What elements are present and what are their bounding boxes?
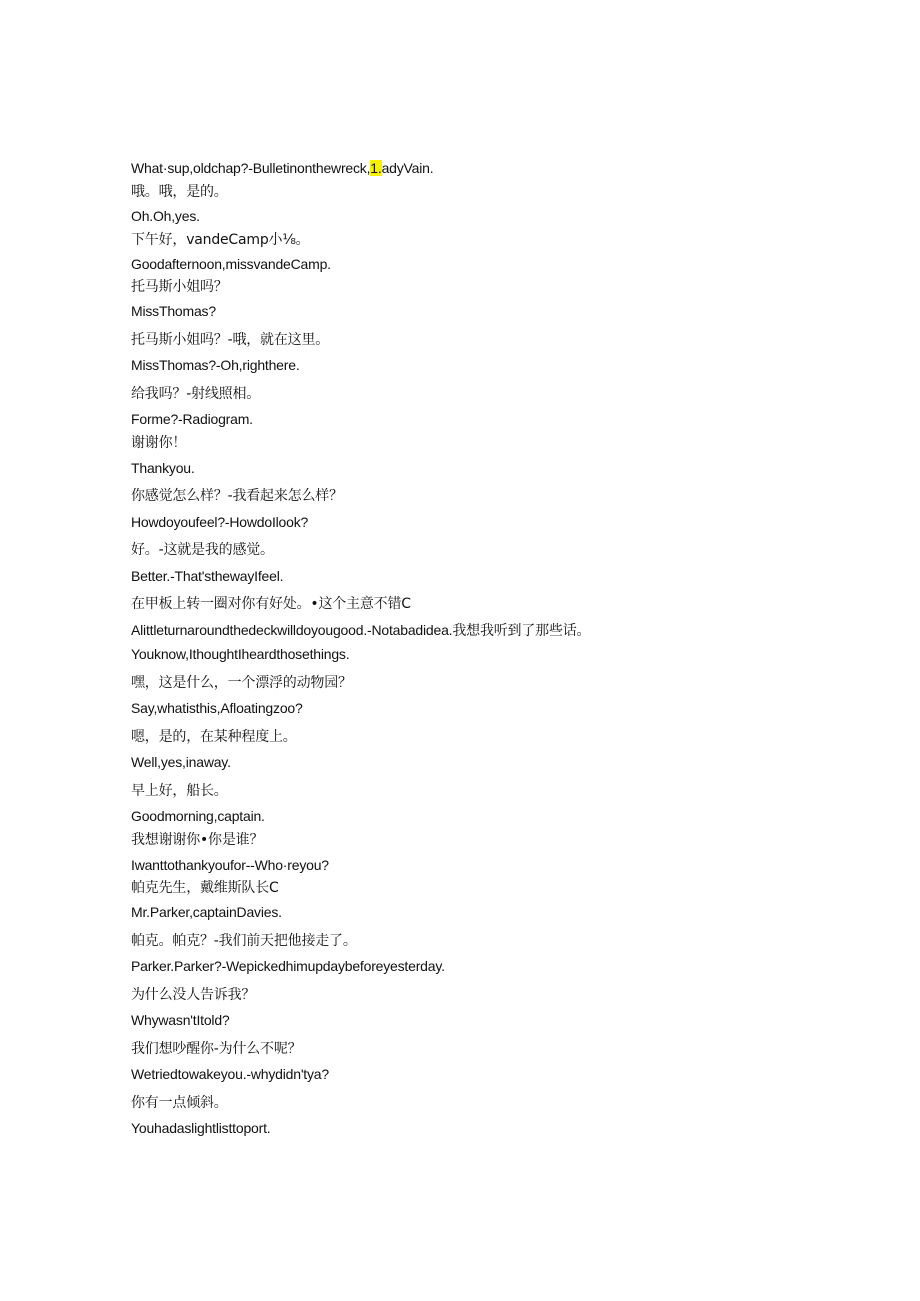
subtitle-line-17: 在甲板上转一圈对你有好处。•这个主意不错C xyxy=(131,596,411,612)
subtitle-line-11: 谢谢你！ xyxy=(131,435,187,451)
subtitle-line-33: Whywasn'tItold? xyxy=(131,1012,230,1028)
subtitle-line-8: MissThomas?-Oh,righthere. xyxy=(131,357,300,373)
subtitle-line-36: 你有一点倾斜。 xyxy=(131,1095,228,1111)
subtitle-line-7: 托马斯小姐吗？-哦，就在这里。 xyxy=(131,332,330,348)
subtitle-line-25: Goodmorning,captain. xyxy=(131,808,265,824)
subtitle-line-2: Oh.Oh,yes. xyxy=(131,208,200,224)
subtitle-line-1: 哦。哦，是的。 xyxy=(131,184,228,200)
first-line-highlight: 1. xyxy=(370,160,382,176)
subtitle-line-12: Thankyou. xyxy=(131,460,195,476)
subtitle-line-37: Youhadaslightlisttoport. xyxy=(131,1120,271,1136)
subtitle-line-4: Goodafternoon,missvandeCamp. xyxy=(131,256,331,272)
first-line-before: What·sup,oldchap?-Bulletinonthewreck, xyxy=(131,160,371,176)
subtitle-line-32: 为什么没人告诉我？ xyxy=(131,987,256,1003)
first-line-after: adyVain. xyxy=(381,160,434,176)
subtitle-line-3: 下午好，vandeCamp小⅛。 xyxy=(131,232,310,248)
subtitle-line-31: Parker.Parker?-Wepickedhimupdaybeforeyesterday. xyxy=(131,958,445,974)
subtitle-line-28: 帕克先生，戴维斯队长C xyxy=(131,880,279,896)
subtitle-line-30: 帕克。帕克？-我们前天把他接走了。 xyxy=(131,933,357,949)
subtitle-line-16: Better.-That'sthewayIfeel. xyxy=(131,568,284,584)
subtitle-line-22: 嗯，是的，在某种程度上。 xyxy=(131,729,297,745)
subtitle-line-29: Mr.Parker,captainDavies. xyxy=(131,904,282,920)
subtitle-line-21: Say,whatisthis,Afloatingzoo? xyxy=(131,700,303,716)
subtitle-line-13: 你感觉怎么样？-我看起来怎么样？ xyxy=(131,488,343,504)
subtitle-line-27: Iwanttothankyoufor--Who·reyou? xyxy=(131,857,329,873)
subtitle-line-18: Alittleturnaroundthedeckwilldoyougood.-Notabadidea.我想我听到了那些话。 xyxy=(131,622,591,638)
subtitle-line-0 xyxy=(131,159,433,177)
subtitle-line-23: Well,yes,inaway. xyxy=(131,754,231,770)
subtitle-line-10: Forme?-Radiogram. xyxy=(131,411,253,427)
subtitle-line-35: Wetriedtowakeyou.-whydidn'tya? xyxy=(131,1066,329,1082)
subtitle-line-6: MissThomas? xyxy=(131,303,216,319)
subtitle-line-24: 早上好，船长。 xyxy=(131,783,228,799)
subtitle-line-20: 嘿，这是什么，一个漂浮的动物园？ xyxy=(131,675,352,691)
subtitle-line-14: Howdoyoufeel?-HowdoIlook? xyxy=(131,514,309,530)
subtitle-line-9: 给我吗？-射线照相。 xyxy=(131,386,261,402)
subtitle-line-34: 我们想吵醒你-为什么不呢？ xyxy=(131,1041,302,1057)
subtitle-line-26: 我想谢谢你•你是谁？ xyxy=(131,832,264,848)
subtitle-line-15: 好。-这就是我的感觉。 xyxy=(131,542,274,558)
subtitle-line-5: 托马斯小姐吗？ xyxy=(131,279,228,295)
subtitle-line-19: Youknow,IthoughtIheardthosethings. xyxy=(131,646,350,662)
